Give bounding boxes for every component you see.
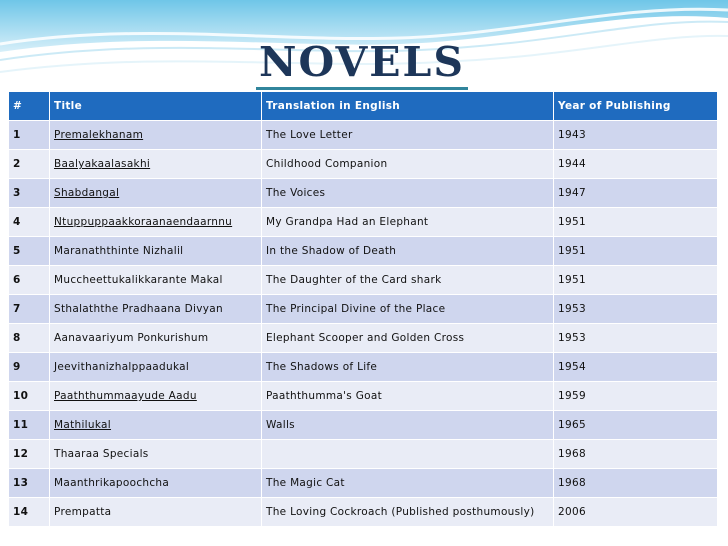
table-row <box>9 179 718 208</box>
row-translation: Walls <box>262 411 554 440</box>
table-row <box>9 440 718 469</box>
row-title: Aanavaariyum Ponkurishum <box>50 324 262 353</box>
table-row <box>9 295 718 324</box>
row-title: Prempatta <box>50 498 262 527</box>
row-translation: The Principal Divine of the Place <box>262 295 554 324</box>
row-translation: The Shadows of Life <box>262 353 554 382</box>
table-row <box>9 498 718 527</box>
row-title: Maanthrikapoochcha <box>50 469 262 498</box>
row-year: 1953 <box>554 324 718 353</box>
row-number: 1 <box>9 121 50 150</box>
row-translation: My Grandpa Had an Elephant <box>262 208 554 237</box>
row-year: 1954 <box>554 353 718 382</box>
row-number: 14 <box>9 498 50 527</box>
row-title-link[interactable] <box>50 150 262 179</box>
row-translation <box>262 440 554 469</box>
title-link-text[interactable]: Shabdangal <box>54 187 120 199</box>
row-title: Jeevithanizhalppaadukal <box>50 353 262 382</box>
row-number: 6 <box>9 266 50 295</box>
row-title-link[interactable] <box>50 208 262 237</box>
row-number: 2 <box>9 150 50 179</box>
table-row <box>9 382 718 411</box>
row-title: Maranaththinte Nizhalil <box>50 237 262 266</box>
page-title-text: NOVELS <box>259 38 465 86</box>
row-title-link[interactable] <box>50 179 262 208</box>
row-number: 5 <box>9 237 50 266</box>
row-title: Thaaraa Specials <box>50 440 262 469</box>
row-year: 2006 <box>554 498 718 527</box>
row-translation: The Loving Cockroach (Published posthumously) <box>262 498 554 527</box>
row-number: 8 <box>9 324 50 353</box>
row-number: 13 <box>9 469 50 498</box>
row-number: 9 <box>9 353 50 382</box>
row-translation: The Daughter of the Card shark <box>262 266 554 295</box>
row-year: 1953 <box>554 295 718 324</box>
row-year: 1943 <box>554 121 718 150</box>
table-row <box>9 411 718 440</box>
row-number: 7 <box>9 295 50 324</box>
row-translation: In the Shadow of Death <box>262 237 554 266</box>
table-row <box>9 266 718 295</box>
title-link-text[interactable]: Paaththummaayude Aadu <box>54 390 197 402</box>
table-row <box>9 469 718 498</box>
header-number: # <box>9 92 50 121</box>
row-translation: The Voices <box>262 179 554 208</box>
table-row <box>9 208 718 237</box>
row-title-link[interactable] <box>50 121 262 150</box>
page-title <box>252 38 472 90</box>
title-underline <box>256 87 468 90</box>
header-title: Title <box>50 92 262 121</box>
table-header-row <box>9 92 718 121</box>
row-title: Muccheettukalikkarante Makal <box>50 266 262 295</box>
row-year: 1951 <box>554 266 718 295</box>
header-translation: Translation in English <box>262 92 554 121</box>
title-link-text[interactable]: Ntuppuppaakkoraanaendaarnnu <box>54 216 233 228</box>
row-year: 1959 <box>554 382 718 411</box>
row-title: Sthalaththe Pradhaana Divyan <box>50 295 262 324</box>
row-year: 1968 <box>554 469 718 498</box>
row-year: 1951 <box>554 237 718 266</box>
table-row <box>9 121 718 150</box>
title-link-text[interactable]: Baalyakaalasakhi <box>54 158 151 170</box>
row-title-link[interactable] <box>50 411 262 440</box>
row-year: 1944 <box>554 150 718 179</box>
title-link-text[interactable]: Premalekhanam <box>54 129 144 141</box>
row-year: 1951 <box>554 208 718 237</box>
table-row <box>9 324 718 353</box>
row-number: 10 <box>9 382 50 411</box>
table-row <box>9 237 718 266</box>
row-number: 3 <box>9 179 50 208</box>
row-year: 1965 <box>554 411 718 440</box>
row-number: 4 <box>9 208 50 237</box>
row-number: 11 <box>9 411 50 440</box>
row-translation: Paaththumma's Goat <box>262 382 554 411</box>
novels-table <box>8 91 718 527</box>
row-title-link[interactable] <box>50 382 262 411</box>
row-translation: Childhood Companion <box>262 150 554 179</box>
row-number: 12 <box>9 440 50 469</box>
title-link-text[interactable]: Mathilukal <box>54 419 112 431</box>
header-year: Year of Publishing <box>554 92 718 121</box>
row-translation: The Magic Cat <box>262 469 554 498</box>
row-translation: Elephant Scooper and Golden Cross <box>262 324 554 353</box>
row-year: 1968 <box>554 440 718 469</box>
row-translation: The Love Letter <box>262 121 554 150</box>
row-year: 1947 <box>554 179 718 208</box>
table-row <box>9 353 718 382</box>
table-row <box>9 150 718 179</box>
